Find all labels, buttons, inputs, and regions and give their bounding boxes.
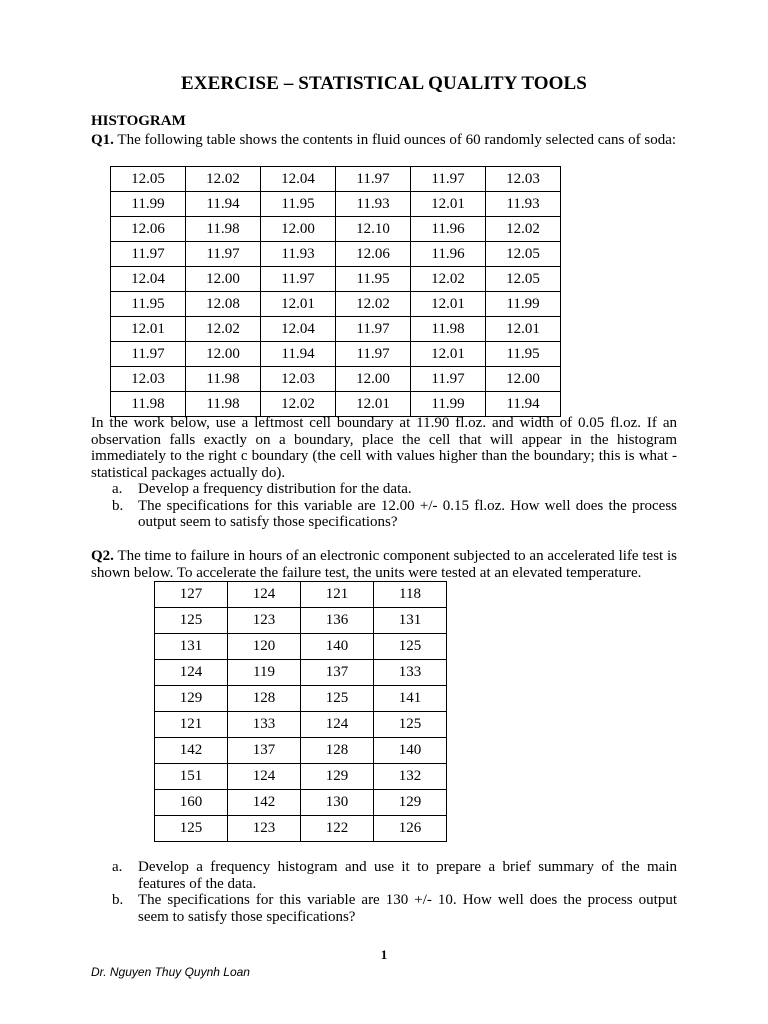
table-row: [155, 686, 447, 712]
q1-label: Q1.: [91, 132, 114, 148]
table-cell: 12.01: [336, 392, 411, 417]
table-cell: 12.05: [486, 242, 561, 267]
table-cell: 12.06: [111, 217, 186, 242]
table-cell: 122: [301, 816, 374, 842]
table-cell: 12.03: [261, 367, 336, 392]
table-cell: 126: [374, 816, 447, 842]
table-row: [155, 738, 447, 764]
table-row: [111, 367, 561, 392]
table-cell: 12.06: [336, 242, 411, 267]
table-cell: 141: [374, 686, 447, 712]
table-cell: 12.05: [486, 267, 561, 292]
table-cell: 11.97: [336, 317, 411, 342]
table-row: [111, 292, 561, 317]
table-cell: 129: [374, 790, 447, 816]
table-cell: 11.95: [111, 292, 186, 317]
table-cell: 11.93: [336, 192, 411, 217]
list-item-marker: a.: [112, 481, 123, 497]
table-row: [155, 660, 447, 686]
table-cell: 11.95: [486, 342, 561, 367]
table-cell: 12.00: [261, 217, 336, 242]
table-cell: 125: [301, 686, 374, 712]
table-cell: 12.04: [261, 167, 336, 192]
table-cell: 11.98: [111, 392, 186, 417]
footer-author: Dr. Nguyen Thuy Quynh Loan: [91, 965, 250, 979]
table-cell: 12.01: [111, 317, 186, 342]
table-cell: 11.97: [111, 342, 186, 367]
list-item: [112, 892, 677, 925]
table-row: [111, 342, 561, 367]
table-cell: 12.01: [411, 292, 486, 317]
table-cell: 11.96: [411, 217, 486, 242]
table-cell: 12.00: [486, 367, 561, 392]
table-cell: 137: [301, 660, 374, 686]
table-cell: 11.99: [411, 392, 486, 417]
q2-label: Q2.: [91, 548, 114, 564]
table-cell: 12.02: [186, 317, 261, 342]
table-cell: 119: [228, 660, 301, 686]
table-cell: 12.02: [486, 217, 561, 242]
list-item-marker: a.: [112, 859, 123, 875]
list-item: [112, 498, 677, 531]
table-cell: 136: [301, 608, 374, 634]
list-item: [112, 859, 677, 892]
table-cell: 11.98: [186, 367, 261, 392]
table-cell: 12.08: [186, 292, 261, 317]
table-cell: 124: [155, 660, 228, 686]
table-cell: 140: [301, 634, 374, 660]
table-cell: 11.96: [411, 242, 486, 267]
table-cell: 12.02: [336, 292, 411, 317]
table-cell: 131: [374, 608, 447, 634]
table-cell: 12.00: [186, 342, 261, 367]
table-cell: 12.05: [111, 167, 186, 192]
table-cell: 125: [155, 608, 228, 634]
table-cell: 11.97: [411, 367, 486, 392]
table-cell: 11.93: [261, 242, 336, 267]
table-cell: 12.10: [336, 217, 411, 242]
list-item-text: Develop a frequency distribution for the data.: [138, 481, 412, 497]
table-cell: 11.99: [486, 292, 561, 317]
list-item-text: The specifications for this variable are 130 +/- 10. How well does the process output seem to satisfy those specifications?: [138, 892, 677, 925]
table-cell: 12.01: [411, 342, 486, 367]
table-row: [111, 242, 561, 267]
section-heading: HISTOGRAM: [91, 113, 186, 129]
table-cell: 12.02: [186, 167, 261, 192]
table-cell: 11.97: [336, 342, 411, 367]
q2-intro: [91, 548, 677, 581]
table-cell: 131: [155, 634, 228, 660]
table-row: [155, 816, 447, 842]
table-cell: 11.98: [411, 317, 486, 342]
list-item-marker: b.: [112, 497, 124, 514]
table-cell: 11.94: [261, 342, 336, 367]
table-cell: 142: [155, 738, 228, 764]
list-item-marker: b.: [112, 892, 124, 908]
table-cell: 11.97: [111, 242, 186, 267]
table-cell: 12.01: [411, 192, 486, 217]
table-cell: 11.94: [486, 392, 561, 417]
table-cell: 130: [301, 790, 374, 816]
table-row: [155, 608, 447, 634]
table-cell: 121: [301, 582, 374, 608]
table-cell: 128: [301, 738, 374, 764]
q1-intro: [91, 132, 677, 149]
table-cell: 11.97: [261, 267, 336, 292]
table-cell: 160: [155, 790, 228, 816]
table-row: [155, 790, 447, 816]
table-cell: 11.94: [186, 192, 261, 217]
table-cell: 11.95: [336, 267, 411, 292]
table-cell: 11.97: [186, 242, 261, 267]
table-cell: 12.00: [186, 267, 261, 292]
table-row: [111, 267, 561, 292]
table-cell: 120: [228, 634, 301, 660]
q2-task-list: [112, 859, 677, 925]
table-cell: 125: [374, 634, 447, 660]
q1-task-list: [112, 481, 677, 531]
list-item-text: Develop a frequency histogram and use it to prepare a brief summary of the main features of the data.: [138, 859, 677, 892]
list-item: [112, 481, 677, 498]
table-cell: 11.97: [336, 167, 411, 192]
table-cell: 12.01: [261, 292, 336, 317]
table-cell: 118: [374, 582, 447, 608]
table-cell: 12.04: [111, 267, 186, 292]
table-cell: 142: [228, 790, 301, 816]
table-cell: 123: [228, 816, 301, 842]
table-row: [155, 634, 447, 660]
table-cell: 132: [374, 764, 447, 790]
table-cell: 124: [301, 712, 374, 738]
q2-data-table: [154, 581, 447, 842]
table-cell: 125: [155, 816, 228, 842]
table-cell: 11.97: [411, 167, 486, 192]
table-row: [155, 582, 447, 608]
table-cell: 124: [228, 764, 301, 790]
table-cell: 137: [228, 738, 301, 764]
table-cell: 129: [301, 764, 374, 790]
table-cell: 133: [228, 712, 301, 738]
table-cell: 133: [374, 660, 447, 686]
table-cell: 12.02: [411, 267, 486, 292]
table-row: [111, 317, 561, 342]
list-item-text: The specifications for this variable are 12.00 +/- 0.15 fl.oz. How well does the process output seem to satisfy those specifications?: [138, 497, 677, 530]
table-row: [111, 167, 561, 192]
table-cell: 127: [155, 582, 228, 608]
table-cell: 11.99: [111, 192, 186, 217]
table-cell: 11.93: [486, 192, 561, 217]
table-cell: 123: [228, 608, 301, 634]
table-cell: 11.98: [186, 392, 261, 417]
table-cell: 140: [374, 738, 447, 764]
table-cell: 11.95: [261, 192, 336, 217]
q2-intro-text: The time to failure in hours of an electronic component subjected to an accelerated life test is shown below. To accelerate the failure test, the units were tested at an elevated temperature.: [91, 548, 677, 581]
table-cell: 128: [228, 686, 301, 712]
table-cell: 12.00: [336, 367, 411, 392]
table-cell: 12.01: [486, 317, 561, 342]
table-cell: 12.03: [486, 167, 561, 192]
table-cell: 11.98: [186, 217, 261, 242]
table-cell: 124: [228, 582, 301, 608]
q1-intro-text: The following table shows the contents in fluid ounces of 60 randomly selected cans of soda:: [113, 132, 677, 148]
table-cell: 129: [155, 686, 228, 712]
table-row: [111, 392, 561, 417]
table-row: [111, 217, 561, 242]
page-number: 1: [380, 947, 388, 962]
table-cell: 125: [374, 712, 447, 738]
table-cell: 121: [155, 712, 228, 738]
table-row: [155, 764, 447, 790]
table-row: [155, 712, 447, 738]
document-title: EXERCISE – STATISTICAL QUALITY TOOLS: [181, 73, 587, 94]
table-cell: 12.03: [111, 367, 186, 392]
table-cell: 151: [155, 764, 228, 790]
table-cell: 12.02: [261, 392, 336, 417]
table-row: [111, 192, 561, 217]
table-cell: 12.04: [261, 317, 336, 342]
q1-instructions: In the work below, use a leftmost cell boundary at 11.90 fl.oz. and width of 0.05 fl.oz. If an observation falls exactly on a boundary, place the cell that will appear in the histogram immediately to the right c boundary (the cell with values higher than the boundary; this is what - statistical packages actually do).: [91, 415, 677, 481]
q1-data-table: [110, 166, 561, 417]
